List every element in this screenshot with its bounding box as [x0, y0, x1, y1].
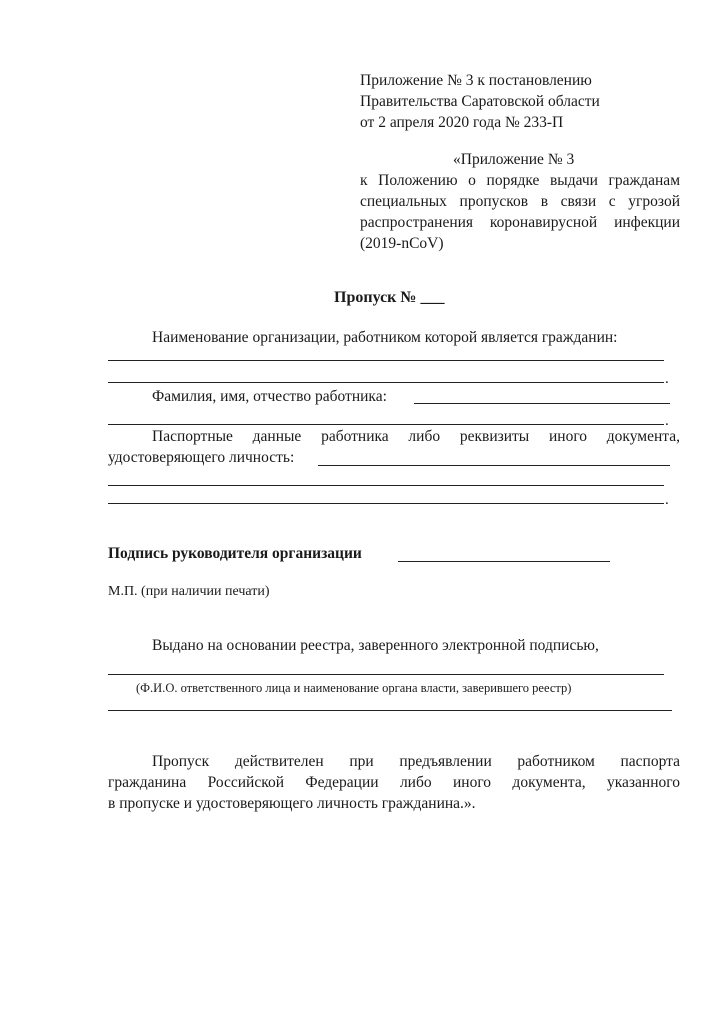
signature-line [398, 561, 610, 562]
appendix-line-1: Приложение № 3 к постановлению [360, 72, 592, 89]
signature-label: Подпись руководителя организации [108, 545, 362, 562]
fio-line-1 [414, 403, 670, 404]
page-title: Пропуск № ___ [334, 289, 445, 306]
stamp-label: М.П. (при наличии печати) [108, 584, 270, 599]
quote-line-1: «Приложение № 3 [453, 151, 575, 168]
passport-line-3 [108, 503, 664, 504]
passport-end-dot: . [665, 492, 669, 508]
validity-line-1: Пропуск действителен при предъявлении работником паспорта [152, 753, 680, 770]
issued-caption: (Ф.И.О. ответственного лица и наименование органа власти, заверившего реестр) [136, 681, 572, 695]
org-line-1 [108, 360, 664, 361]
org-end-dot: . [665, 371, 669, 387]
passport-line-2 [108, 485, 664, 486]
passport-label-line-1: Паспортные данные работника либо реквизиты иного документа, [152, 428, 680, 445]
quote-line-3: специальных пропусков в связи с угрозой [360, 193, 680, 210]
fio-end-dot: . [665, 413, 669, 429]
validity-line-3: в пропуске и удостоверяющего личность гражданина.». [108, 795, 476, 812]
validity-line-2: гражданина Российской Федерации либо иного документа, указанного [108, 774, 680, 791]
issued-line-2 [108, 710, 672, 711]
issued-line-1 [108, 674, 664, 675]
org-line-2 [108, 382, 664, 383]
appendix-line-3: от 2 апреля 2020 года № 233-П [360, 114, 564, 131]
quote-line-4: распространения коронавирусной инфекции [360, 214, 680, 231]
fio-label: Фамилия, имя, отчество работника: [152, 388, 387, 405]
quote-line-5: (2019-nCoV) [360, 235, 444, 252]
org-label: Наименование организации, работником которой является гражданин: [152, 329, 618, 346]
fio-line-2 [108, 424, 664, 425]
appendix-line-2: Правительства Саратовской области [360, 93, 600, 110]
quote-line-2: к Положению о порядке выдачи гражданам [360, 172, 680, 189]
passport-line-1 [318, 465, 670, 466]
passport-label-line-2: удостоверяющего личность: [108, 449, 295, 466]
issued-label: Выдано на основании реестра, заверенного электронной подписью, [152, 637, 599, 654]
